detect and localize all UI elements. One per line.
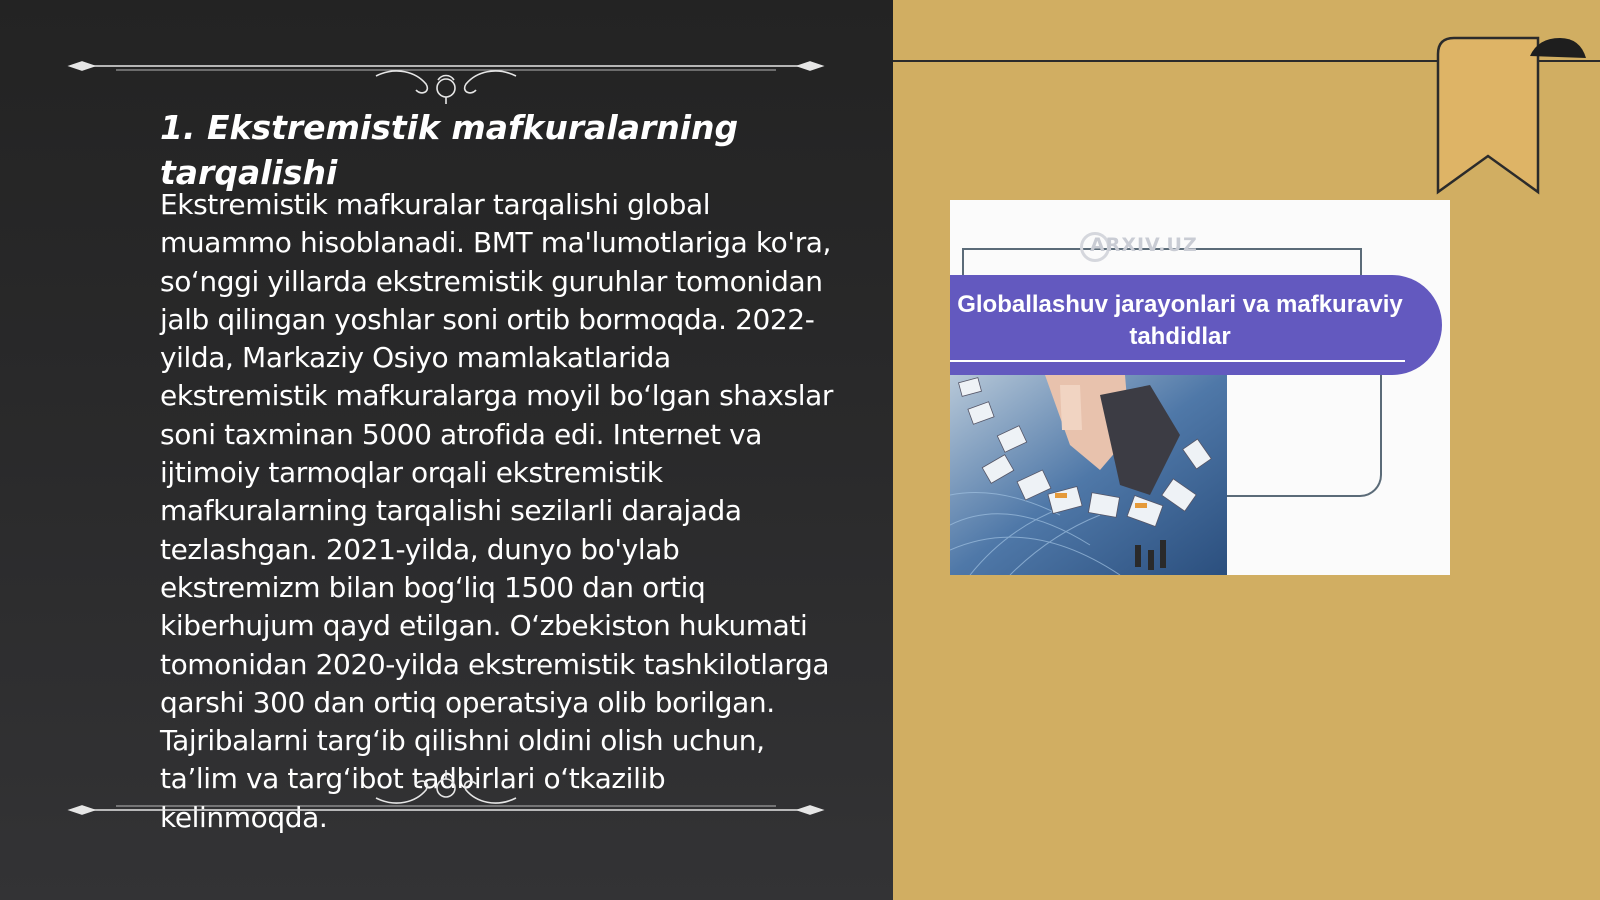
bookmark-ribbon bbox=[1430, 34, 1600, 200]
image-watermark: ARXIV.UZ bbox=[1090, 234, 1198, 256]
image-banner-text: Globallashuv jarayonlari va mafkuraviy tahdidlar bbox=[957, 291, 1403, 350]
slide-body-text: Ekstremistik mafkuralar tarqalishi global muammo hisoblanadi. BMT ma'lumotlariga ko'ra, so‘nggi yillarda ekstremistik guruhlar tomonidan jalb qilingan yoshlar soni ortib bormoqda. 2022-yilda, Markaziy Osiyo mamlakatlarida ekstremistik mafkuralarga moyil bo‘lgan shaxslar soni taxminan 5000 atrofida edi. Internet va ijtimoiy tarmoqlar orqali ekstremistik mafkuralarning tarqalishi sezilarli darajada tezlashgan. 2021-yilda, dunyo bo'ylab ekstremizm bilan bog‘liq 1500 dan ortiq kiberhujum qayd etilgan. O‘zbekiston hukumati tomonidan 2020-yilda ekstremistik tashkilotlarga qarshi 300 dan ortiq operatsiya olib borilgan. Tajribalarni targ‘ib qilishni oldini olish uchun, ta’lim va targ‘ibot tadbirlari o‘tkazilib kelinmoqda. bbox=[160, 188, 833, 834]
image-banner-underline bbox=[950, 360, 1405, 362]
slide-title: 1. Ekstremistik mafkuralarning tarqalishi bbox=[160, 108, 739, 192]
ornament-bottom-divider bbox=[66, 768, 826, 828]
image-banner bbox=[950, 275, 1442, 375]
network-hand-photo bbox=[950, 375, 1227, 575]
image-outline-box bbox=[1210, 360, 1382, 497]
slide-illustration bbox=[950, 200, 1450, 575]
ornament-top-divider bbox=[66, 44, 826, 104]
